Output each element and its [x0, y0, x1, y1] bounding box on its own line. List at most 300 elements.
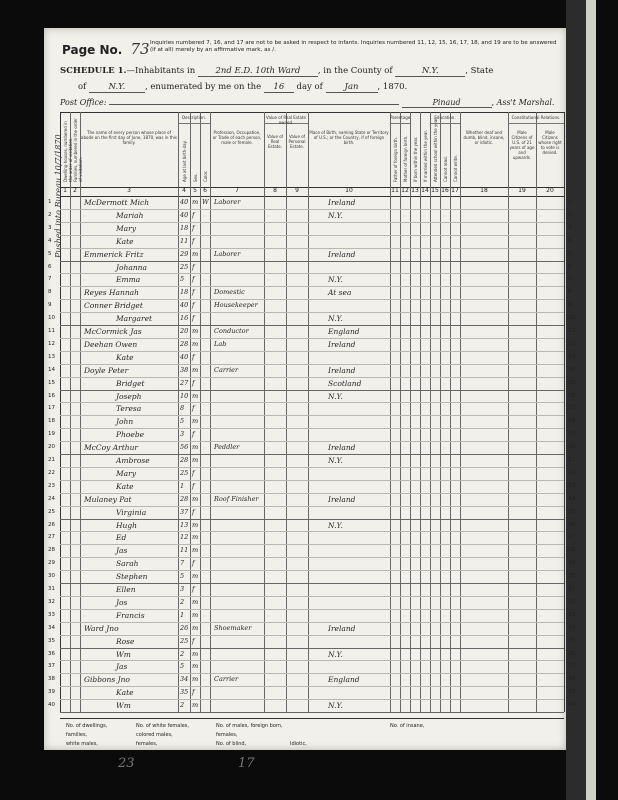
person-age: 8	[180, 404, 185, 413]
person-sex: m	[192, 701, 199, 710]
column-header: Father of foreign birth.	[392, 137, 398, 182]
column-header: Male Citizens whose right to vote is denied.	[538, 130, 562, 155]
person-name: Doyle Peter	[84, 365, 129, 375]
person-age: 18	[180, 288, 189, 297]
group-header: Value of Real Estate owned.	[264, 115, 308, 124]
row-number-left: 24	[48, 495, 55, 502]
person-sex: m	[192, 339, 199, 348]
person-birthplace: N.Y.	[328, 649, 343, 659]
row-number-right: 4	[568, 237, 572, 244]
person-sex: m	[192, 597, 199, 606]
row-number-left: 13	[48, 353, 55, 360]
column-header: Sex.	[192, 173, 198, 182]
row-rule	[60, 467, 564, 468]
row-number-left: 19	[48, 431, 55, 438]
row-number-left: 29	[48, 560, 55, 567]
state-label: , State	[465, 66, 494, 76]
person-sex: m	[192, 443, 199, 452]
person-age: 38	[180, 365, 189, 374]
row-rule	[60, 660, 564, 661]
row-number-right: 34	[568, 624, 575, 631]
row-number-right: 31	[568, 586, 575, 592]
row-rule	[60, 273, 564, 274]
person-name: Johanna	[116, 262, 147, 272]
row-number-right: 32	[568, 598, 575, 605]
person-sex: m	[192, 417, 199, 426]
person-sex: f	[192, 559, 195, 568]
person-sex: f	[192, 288, 195, 297]
person-sex: m	[192, 198, 199, 206]
person-birthplace: Ireland	[328, 198, 356, 207]
row-number-left: 11	[48, 328, 55, 334]
person-sex: f	[192, 636, 195, 645]
enumeration-line	[78, 82, 407, 93]
person-name: Joseph	[116, 391, 142, 401]
person-birthplace: N.Y.	[328, 314, 343, 324]
person-occupation: Carrier	[214, 365, 239, 374]
page-number-label	[62, 40, 150, 58]
day-value: 16	[264, 82, 294, 93]
row-rule	[60, 699, 564, 700]
person-age: 2	[180, 649, 185, 658]
row-rule	[60, 209, 564, 210]
person-name: McCormick Jas	[84, 327, 142, 336]
person-name: Virginia	[116, 507, 147, 517]
row-rule	[60, 222, 564, 223]
column-number: 7	[235, 187, 239, 194]
row-number-left: 15	[48, 379, 55, 386]
column-number: 19	[518, 187, 526, 194]
row-number-right: 38	[568, 676, 575, 683]
person-age: 37	[180, 507, 189, 516]
column-number: 12	[401, 187, 409, 194]
person-name: Ward Jno	[84, 623, 119, 633]
row-number-right: 12	[568, 340, 575, 347]
row-number-right: 26	[568, 521, 575, 528]
schedule-text: —Inhabitants in	[126, 66, 196, 76]
person-birthplace: Ireland	[328, 623, 356, 633]
column-number: 9	[295, 187, 299, 194]
person-occupation: Carrier	[214, 675, 239, 684]
person-name: Emma	[116, 275, 141, 285]
person-age: 5	[180, 572, 185, 581]
row-number-right: 29	[568, 560, 575, 567]
day-label: day of	[296, 82, 323, 92]
column-header: Place of Birth, naming State or Territory of U.S.; or the Country, if of foreign birth.	[309, 130, 389, 145]
person-age: 40	[180, 352, 189, 361]
person-age: 2	[180, 597, 185, 606]
row-rule	[60, 402, 564, 403]
person-name: Mulaney Pat	[84, 494, 132, 504]
person-name: Mariah	[116, 210, 144, 220]
county-label: , in the County of	[317, 66, 393, 76]
row-number-left: 36	[48, 650, 55, 657]
row-rule	[60, 286, 564, 287]
person-sex: m	[192, 327, 199, 335]
row-number-left: 37	[48, 663, 55, 670]
row-rule	[60, 351, 564, 352]
row-number-left: 17	[48, 405, 55, 412]
person-age: 2	[180, 701, 185, 710]
person-age: 13	[180, 520, 189, 529]
schedule-prefix: SCHEDULE 1.	[60, 66, 127, 76]
post-office-label: Post Office:	[60, 98, 107, 107]
person-age: 28	[180, 339, 189, 348]
row-number-right: 21	[568, 457, 575, 463]
footer-idiotic: Idiotic,	[290, 741, 307, 747]
column-number: 1	[63, 187, 67, 194]
person-name: Teresa	[116, 404, 142, 414]
row-number-right: 17	[568, 405, 575, 412]
column-header: The name of every person whose place of abode on the first day of June, 1870, was in this family.	[81, 130, 177, 145]
person-age: 1	[180, 610, 185, 619]
person-age: 3	[180, 585, 185, 593]
column-number: 2	[73, 187, 77, 194]
person-name: Jos	[116, 597, 128, 607]
row-rule	[60, 235, 564, 236]
year-label: , 1870.	[377, 82, 408, 92]
row-rule	[60, 493, 564, 494]
column-header: Color.	[202, 170, 208, 182]
row-number-left: 21	[48, 457, 55, 463]
group-header: Description.	[178, 115, 210, 124]
row-number-left: 12	[48, 340, 55, 347]
person-sex: m	[192, 649, 199, 658]
scan-edge-light	[586, 0, 596, 800]
person-sex: f	[192, 210, 195, 219]
row-rule	[60, 583, 564, 584]
row-rule	[60, 248, 564, 249]
row-number-right: 28	[568, 547, 575, 554]
person-sex: f	[192, 301, 195, 310]
row-number-left: 35	[48, 637, 55, 644]
person-age: 18	[180, 223, 189, 232]
person-birthplace: N.Y.	[328, 275, 343, 285]
person-age: 20	[180, 327, 189, 335]
footer-males-foreign: No. of males, foreign born,	[216, 723, 283, 729]
person-birthplace: N.Y.	[328, 391, 343, 401]
row-number-left: 18	[48, 418, 55, 425]
person-sex: m	[192, 494, 199, 503]
footer-females: females,	[216, 732, 238, 738]
row-number-right: 37	[568, 663, 575, 670]
person-age: 1	[180, 481, 185, 490]
person-name: Wm	[116, 701, 131, 711]
row-rule	[60, 531, 564, 532]
row-number-right: 10	[568, 315, 575, 322]
row-number-left: 5	[48, 250, 52, 257]
column-number: 3	[127, 187, 131, 194]
row-number-right: 2	[568, 211, 572, 218]
person-name: Kate	[116, 352, 134, 362]
person-name: McDermott Mich	[84, 198, 150, 207]
person-sex: f	[192, 275, 195, 284]
person-name: Jas	[116, 662, 128, 672]
row-rule	[60, 428, 564, 429]
person-age: 56	[180, 443, 189, 452]
bottom-mark-right: 17	[238, 756, 255, 771]
person-age: 29	[180, 249, 189, 258]
enumerated-label: , enumerated by me on the	[144, 82, 262, 92]
row-number-right: 35	[568, 637, 575, 644]
person-sex: m	[192, 623, 199, 632]
row-number-right: 3	[568, 224, 572, 231]
of-label: of	[78, 82, 87, 92]
person-sex: m	[192, 546, 199, 555]
person-name: Ed	[116, 533, 127, 543]
person-birthplace: At sea	[328, 288, 352, 298]
row-rule	[60, 299, 564, 300]
census-page	[44, 28, 575, 750]
person-age: 5	[180, 275, 185, 284]
row-rule	[60, 712, 564, 713]
person-name: Kate	[116, 481, 134, 491]
person-age: 25	[180, 262, 189, 271]
footer-dwellings: No. of dwellings,	[66, 723, 108, 729]
person-age: 5	[180, 662, 185, 671]
person-name: Francis	[116, 610, 145, 620]
column-number: 13	[411, 187, 419, 194]
row-number-right: 5	[568, 250, 572, 257]
person-name: Emmerick Fritz	[84, 249, 144, 259]
person-birthplace: N.Y.	[328, 520, 343, 530]
row-rule	[60, 596, 564, 597]
schedule-line	[60, 66, 493, 77]
county-value: N.Y.	[395, 66, 465, 77]
column-header: Age at last birth-day.	[181, 140, 187, 182]
column-number: 5	[193, 187, 197, 194]
person-name: Hugh	[116, 520, 138, 530]
person-name: Kate	[116, 236, 134, 246]
person-name: Ellen	[116, 585, 136, 594]
row-rule	[60, 441, 564, 442]
row-number-left: 3	[48, 224, 52, 231]
person-age: 10	[180, 391, 189, 400]
person-sex: f	[192, 262, 195, 271]
person-sex: f	[192, 223, 195, 232]
person-age: 7	[180, 559, 185, 568]
person-age: 40	[180, 210, 189, 219]
page-number: 73	[130, 40, 150, 58]
person-age: 25	[180, 636, 189, 645]
row-rule	[60, 648, 564, 649]
person-birthplace: Ireland	[328, 339, 356, 349]
column-header: Profession, Occupation, or Trade of each person, male or female.	[212, 130, 262, 145]
person-name: Kate	[116, 688, 134, 698]
row-number-left: 25	[48, 508, 55, 515]
person-name: Reyes Hannah	[84, 288, 139, 298]
row-number-left: 31	[48, 586, 55, 592]
column-rule	[564, 112, 565, 712]
row-rule	[60, 622, 564, 623]
column-number: 4	[182, 187, 186, 194]
post-office-line	[60, 98, 554, 108]
person-sex: f	[192, 236, 195, 245]
post-office-blank	[109, 104, 399, 105]
row-number-right: 39	[568, 689, 575, 696]
column-number: 14	[421, 187, 429, 194]
row-number-right: 16	[568, 392, 575, 399]
month-value: Jan	[326, 82, 378, 93]
row-number-left: 2	[48, 211, 52, 218]
person-sex: m	[192, 675, 199, 684]
person-name: Sarah	[116, 559, 139, 569]
person-sex: f	[192, 481, 195, 490]
person-occupation: Peddler	[214, 443, 240, 452]
row-number-right: 30	[568, 573, 575, 580]
row-number-right: 13	[568, 353, 575, 360]
row-number-right: 22	[568, 469, 575, 476]
row-number-left: 10	[48, 315, 55, 322]
row-rule	[60, 454, 564, 455]
person-sex: f	[192, 468, 195, 477]
row-number-right: 33	[568, 611, 575, 618]
group-header: Education.	[430, 115, 460, 124]
person-name: Mary	[116, 223, 136, 233]
person-birthplace: Ireland	[328, 249, 356, 259]
instructions-note: Inquiries numbered 7, 16, and 17 are not to be asked in respect to infants. Inquiries numbered 11, 12, 15, 16, 17, 18, and 19 are to be answered (if at all) merely by an affirmative mark, as /.	[150, 40, 557, 53]
marshal-name: Pinaud	[402, 98, 492, 108]
person-age: 27	[180, 378, 189, 387]
footer-colored-females: females,	[136, 741, 158, 747]
row-rule	[60, 261, 564, 262]
row-number-right: 27	[568, 534, 575, 541]
person-name: Jas	[116, 546, 128, 556]
person-birthplace: N.Y.	[328, 701, 343, 711]
row-rule	[60, 506, 564, 507]
column-number: 11	[391, 187, 399, 194]
person-age: 40	[180, 198, 189, 206]
person-sex: m	[192, 520, 199, 529]
person-occupation: Roof Finisher	[214, 494, 259, 503]
person-name: McCoy Arthur	[84, 443, 139, 453]
row-rule	[60, 557, 564, 558]
column-number: 16	[441, 187, 449, 194]
row-number-left: 34	[48, 624, 55, 631]
person-sex: f	[192, 430, 195, 439]
row-number-right: 8	[568, 289, 572, 296]
bottom-mark-left: 23	[118, 756, 135, 771]
row-number-left: 8	[48, 289, 52, 296]
row-number-left: 4	[48, 237, 52, 244]
person-occupation: Laborer	[214, 249, 241, 258]
row-number-left: 39	[48, 689, 55, 696]
row-number-left: 16	[48, 392, 55, 399]
row-number-left: 23	[48, 482, 55, 489]
person-occupation: Shoemaker	[214, 623, 252, 632]
row-number-right: 15	[568, 379, 575, 386]
person-sex: f	[192, 352, 195, 361]
person-age: 11	[180, 236, 189, 245]
district-value: 2nd E.D. 10th Ward	[198, 66, 318, 77]
person-name: Mary	[116, 468, 136, 478]
person-sex: m	[192, 456, 199, 464]
column-number: 15	[431, 187, 439, 194]
row-number-right: 36	[568, 650, 575, 657]
person-sex: f	[192, 585, 195, 593]
side-note: Pushed into Bureau 10/7/1870	[54, 134, 63, 258]
person-sex: m	[192, 533, 199, 542]
row-number-left: 27	[48, 534, 55, 541]
person-sex: m	[192, 391, 199, 400]
row-number-right: 20	[568, 444, 575, 451]
row-number-right: 24	[568, 495, 575, 502]
column-number: 20	[546, 187, 554, 194]
row-number-right: 11	[568, 328, 575, 334]
row-rule	[60, 635, 564, 636]
marshal-label: , Ass't Marshal.	[491, 98, 555, 107]
footer-insane: No. of insane,	[390, 723, 425, 729]
column-header: Male Citizens of U.S. of 21 years of age and upwards.	[509, 130, 535, 160]
person-birthplace: N.Y.	[328, 210, 343, 220]
person-age: 25	[180, 468, 189, 477]
person-name: Ambrose	[116, 456, 150, 465]
person-birthplace: Ireland	[328, 494, 356, 504]
row-number-left: 1	[48, 199, 52, 205]
row-number-left: 22	[48, 469, 55, 476]
person-name: John	[116, 417, 134, 427]
person-birthplace: England	[328, 675, 360, 685]
row-rule	[60, 519, 564, 520]
person-sex: f	[192, 378, 195, 387]
row-number-right: 6	[568, 263, 572, 270]
row-rule	[60, 570, 564, 571]
row-rule	[60, 312, 564, 313]
row-rule	[60, 390, 564, 391]
person-name: Deehan Owen	[84, 339, 138, 349]
column-number: 10	[345, 187, 353, 194]
person-sex: f	[192, 314, 195, 323]
person-name: Gibbons Jno	[84, 675, 130, 685]
footer-tally	[60, 718, 564, 751]
person-age: 40	[180, 301, 189, 310]
person-name: Bridget	[116, 378, 145, 388]
row-rule	[60, 686, 564, 687]
row-number-right: 19	[568, 431, 575, 438]
person-name: Margaret	[116, 314, 153, 324]
column-header: If married within the year.	[422, 130, 428, 182]
person-sex: m	[192, 365, 199, 374]
row-rule	[60, 480, 564, 481]
row-rule	[60, 415, 564, 416]
row-rule	[60, 377, 564, 378]
person-name: Conner Bridget	[84, 301, 143, 311]
person-age: 34	[180, 675, 189, 684]
person-occupation: Lab	[214, 339, 227, 348]
person-sex: m	[192, 610, 199, 619]
person-age: 26	[180, 623, 189, 632]
row-number-left: 40	[48, 702, 55, 709]
person-birthplace: England	[328, 327, 360, 336]
column-header: Mother of foreign birth.	[402, 135, 408, 182]
footer-blind: No. of blind,	[216, 741, 247, 747]
row-number-right: 25	[568, 508, 575, 515]
column-header: Value of Personal Estate.	[288, 134, 306, 149]
person-name: Wm	[116, 649, 131, 659]
row-number-left: 14	[48, 366, 55, 373]
person-age: 11	[180, 546, 189, 555]
row-number-left: 30	[48, 573, 55, 580]
row-number-left: 26	[48, 521, 55, 528]
column-number: 6	[203, 187, 207, 194]
column-header: If born within the year.	[412, 136, 418, 182]
column-header-block	[60, 112, 564, 188]
row-number-left: 33	[48, 611, 55, 618]
person-name: Rose	[116, 636, 135, 646]
group-header: Constitutional Relations.	[508, 115, 564, 124]
person-birthplace: Ireland	[328, 443, 356, 453]
person-sex: m	[192, 662, 199, 671]
